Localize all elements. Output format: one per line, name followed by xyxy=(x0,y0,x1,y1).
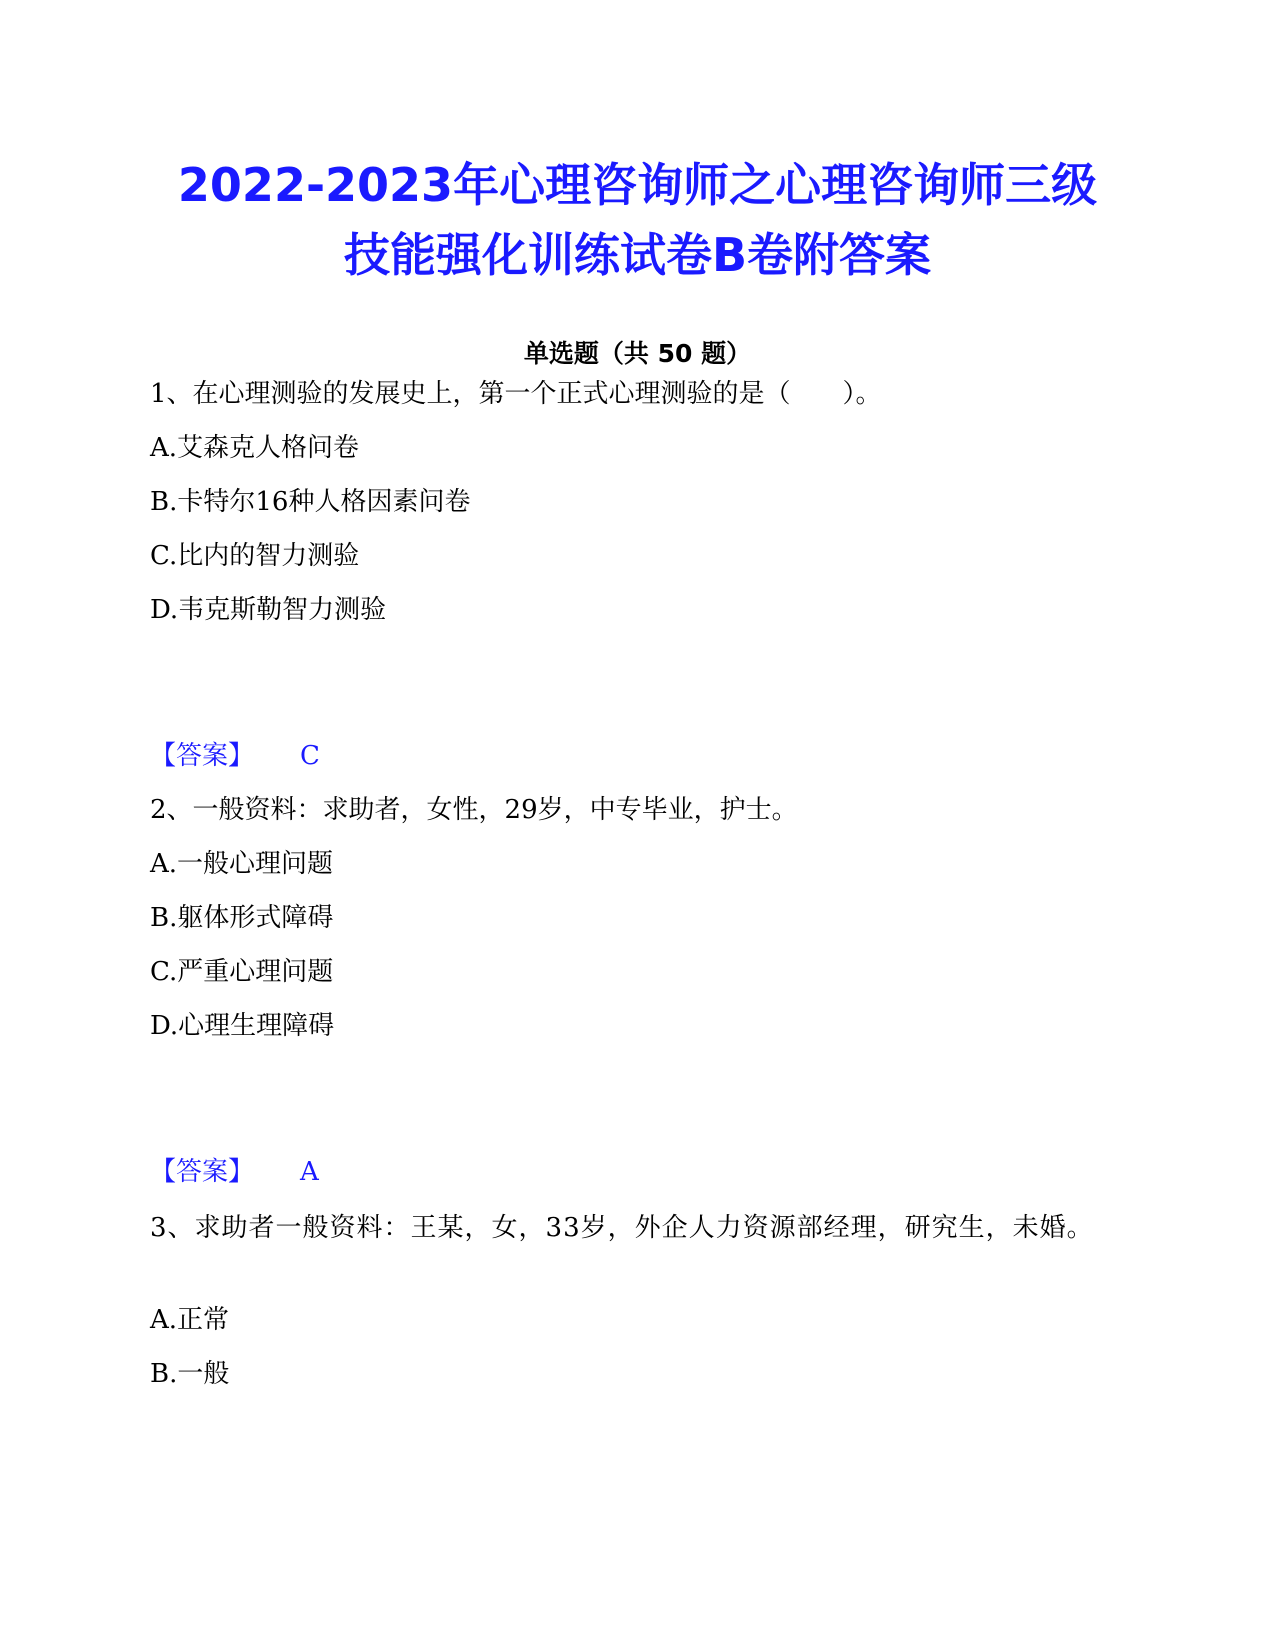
question-2-option-c: C.严重心理问题 xyxy=(150,957,334,987)
question-2-answer xyxy=(150,1152,319,1192)
question-1-option-a: A.艾森克人格问卷 xyxy=(150,433,360,463)
answer-label: 【答案】 xyxy=(150,741,255,771)
question-1-answer xyxy=(150,736,320,776)
answer-value: C xyxy=(300,741,320,771)
question-3-stem: 3、求助者一般资料：王某，女，33岁，外企人力资源部经理，研究生，未婚。 xyxy=(150,1213,1094,1243)
document-title-line-1: 2022-2023年心理咨询师之心理咨询师三级 xyxy=(177,158,1098,212)
question-1-stem: 1、在心理测验的发展史上，第一个正式心理测验的是（ ）。 xyxy=(150,379,882,409)
question-2-option-a: A.一般心理问题 xyxy=(150,849,334,879)
question-1-option-d: D.韦克斯勒智力测验 xyxy=(150,595,387,625)
question-2-stem: 2、一般资料：求助者，女性，29岁，中专毕业，护士。 xyxy=(150,795,798,825)
question-2-option-d: D.心理生理障碍 xyxy=(150,1011,335,1041)
question-1-option-c: C.比内的智力测验 xyxy=(150,541,360,571)
section-heading: 单选题（共 50 题） xyxy=(523,339,752,368)
answer-label: 【答案】 xyxy=(150,1157,255,1187)
question-3-option-a: A.正常 xyxy=(150,1305,230,1335)
document-title-line-2: 技能强化训练试卷B卷附答案 xyxy=(343,228,932,282)
answer-value: A xyxy=(300,1157,319,1187)
question-3-option-b: B.一般 xyxy=(150,1359,230,1389)
question-2-option-b: B.躯体形式障碍 xyxy=(150,903,334,933)
question-1-option-b: B.卡特尔16种人格因素问卷 xyxy=(150,487,471,517)
